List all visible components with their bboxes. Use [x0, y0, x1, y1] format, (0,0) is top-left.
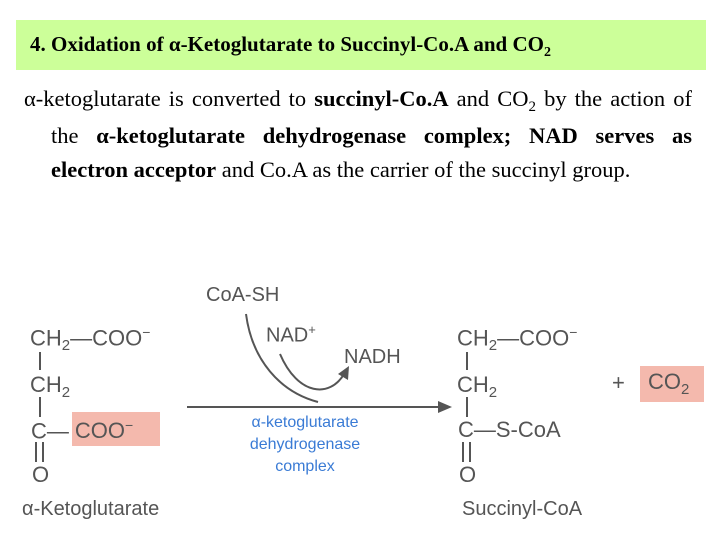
nad-label: NAD+: [266, 322, 316, 347]
product-line-1: $CH_2—COO^-$: [457, 324, 578, 355]
body-bold-2: α-ketoglutarate dehydrogenase complex; NAD serves as electron acceptor: [51, 123, 692, 182]
substrate-line-2: $CH_2$: [30, 372, 71, 401]
product-oxygen: O: [459, 462, 477, 487]
body-part-2: and CO: [448, 86, 529, 111]
body-bold-1: succinyl-Co.A: [314, 86, 449, 111]
body-part-4: and Co.A as the carrier of the succinyl group.: [216, 157, 631, 182]
reaction-arrowhead: [438, 401, 452, 413]
substrate-name: α-Ketoglutarate: [22, 498, 160, 520]
co2-label: $CO_2$: [648, 369, 690, 398]
enzyme-label: [232, 412, 378, 478]
substrate-line-1: $CH_2—COO^-$: [30, 324, 151, 355]
product-line-3: C—S-CoA: [458, 417, 561, 442]
product-name: Succinyl-CoA: [462, 498, 583, 520]
enzyme-line-1: α-ketoglutarate: [251, 414, 359, 431]
substrate-line-3: C— COO−: [31, 417, 134, 444]
coa-sh-label: CoA-SH: [206, 284, 280, 306]
body-part-1: α-ketoglutarate is converted to: [24, 86, 315, 111]
title-subscript: 2: [543, 45, 551, 60]
body-subscript: 2: [528, 99, 536, 115]
title-main: 4. Oxidation of α-Ketoglutarate to Succinyl-Co.A and CO: [30, 32, 544, 56]
product-line-2: $CH_2$: [457, 372, 498, 401]
enzyme-line-3: complex: [275, 458, 335, 475]
enzyme-line-2: dehydrogenase: [249, 436, 361, 453]
body-part-3: by the action of the: [51, 86, 692, 148]
substrate-oxygen: O: [32, 462, 50, 487]
nadh-label: NADH: [344, 346, 401, 368]
plus-sign: +: [612, 370, 625, 395]
nad-curve-arrow: [280, 354, 344, 389]
